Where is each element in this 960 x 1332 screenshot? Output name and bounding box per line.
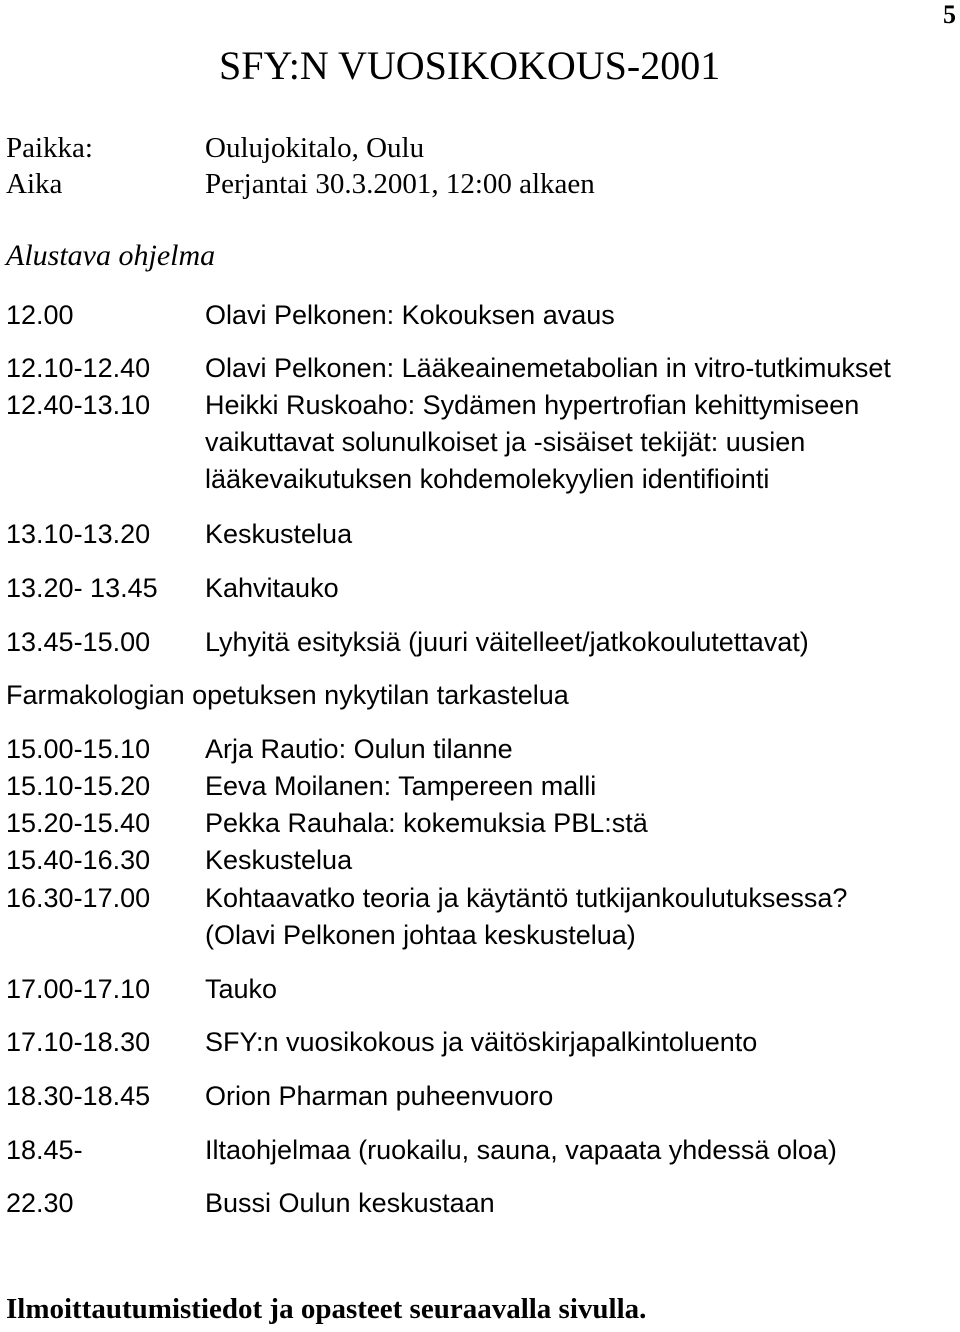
schedule-description: Arja Rautio: Oulun tilanne <box>205 734 513 764</box>
schedule-description: Kohtaavatko teoria ja käytäntö tutkijankoulutuksessa? <box>205 883 848 913</box>
schedule-description: Bussi Oulun keskustaan <box>205 1188 495 1218</box>
meta-place-value: Oulujokitalo, Oulu <box>205 132 425 164</box>
schedule-time: 13.10-13.20 <box>6 519 151 549</box>
schedule-time: 18.30-18.45 <box>6 1081 151 1111</box>
schedule-description: Kahvitauko <box>205 573 339 603</box>
schedule-time: 16.30-17.00 <box>6 883 151 913</box>
schedule-time: 15.10-15.20 <box>6 771 151 801</box>
schedule-description: SFY:n vuosikokous ja väitöskirjapalkintoluento <box>205 1027 758 1057</box>
meta-place-label: Paikka: <box>6 132 93 164</box>
schedule-description: (Olavi Pelkonen johtaa keskustelua) <box>205 920 636 950</box>
schedule-time: 13.45-15.00 <box>6 627 151 657</box>
schedule-description: vaikuttavat solunulkoiset ja -sisäiset tekijät: uusien <box>205 427 806 457</box>
schedule-time: 17.10-18.30 <box>6 1027 151 1057</box>
schedule-description: Keskustelua <box>205 845 353 875</box>
schedule-time: 17.00-17.10 <box>6 974 151 1004</box>
footer-note: Ilmoittautumistiedot ja opasteet seuraavalla sivulla. <box>6 1293 647 1325</box>
schedule-description: Eeva Moilanen: Tampereen malli <box>205 771 597 801</box>
schedule-description: lääkevaikutuksen kohdemolekyylien identifiointi <box>205 464 770 494</box>
schedule-time: 22.30 <box>6 1188 74 1218</box>
schedule-time: 12.40-13.10 <box>6 390 151 420</box>
schedule-description: Heikki Ruskoaho: Sydämen hypertrofian kehittymiseen <box>205 390 860 420</box>
schedule-description: Lyhyitä esityksiä (juuri väitelleet/jatkokoulutettavat) <box>205 627 809 657</box>
meta-time-label: Aika <box>6 168 63 200</box>
schedule-description: Orion Pharman puheenvuoro <box>205 1081 554 1111</box>
page-number: 5 <box>943 0 956 29</box>
schedule-time: 12.00 <box>6 300 74 330</box>
page-title: SFY:N VUOSIKOKOUS-2001 <box>219 43 721 88</box>
schedule-time: 18.45- <box>6 1135 83 1165</box>
schedule-time: 12.10-12.40 <box>6 353 151 383</box>
subheading: Farmakologian opetuksen nykytilan tarkastelua <box>6 680 569 710</box>
schedule-time: 15.00-15.10 <box>6 734 151 764</box>
meta-time-value: Perjantai 30.3.2001, 12:00 alkaen <box>205 168 595 200</box>
schedule-description: Keskustelua <box>205 519 353 549</box>
schedule-description: Olavi Pelkonen: Lääkeainemetabolian in vitro-tutkimukset <box>205 353 891 383</box>
schedule-description: Olavi Pelkonen: Kokouksen avaus <box>205 300 615 330</box>
schedule-time: 13.20- 13.45 <box>6 573 158 603</box>
schedule-description: Pekka Rauhala: kokemuksia PBL:stä <box>205 808 648 838</box>
schedule-description: Iltaohjelmaa (ruokailu, sauna, vapaata yhdessä oloa) <box>205 1135 837 1165</box>
schedule-description: Tauko <box>205 974 278 1004</box>
schedule-time: 15.40-16.30 <box>6 845 151 875</box>
program-heading: Alustava ohjelma <box>6 239 216 272</box>
schedule-time: 15.20-15.40 <box>6 808 151 838</box>
